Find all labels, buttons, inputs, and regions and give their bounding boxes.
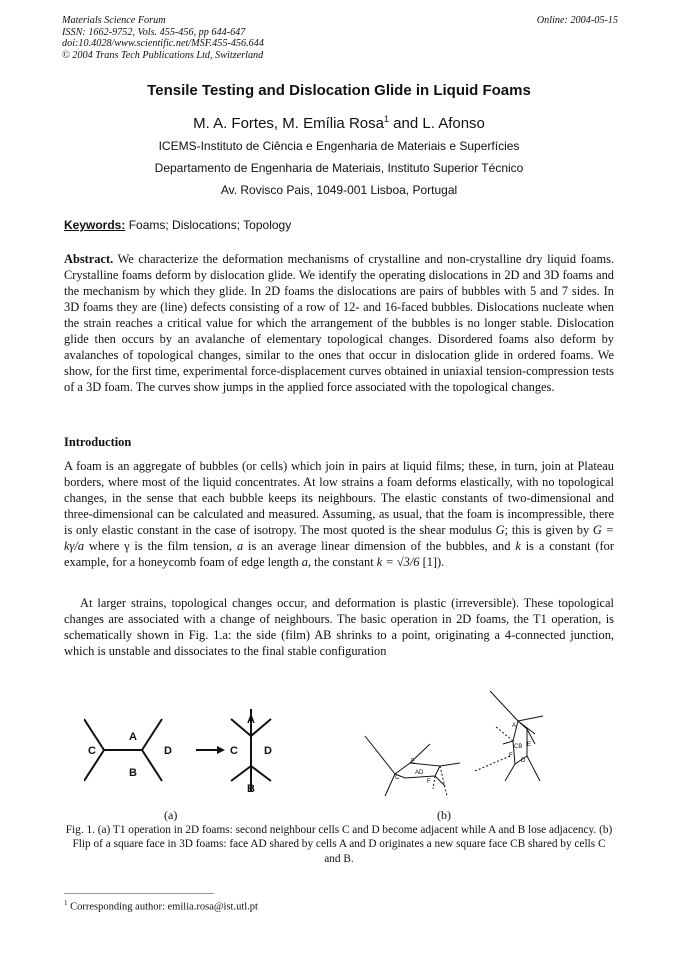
abstract-paragraph <box>64 251 614 395</box>
figure-b-face-flip-diagram <box>355 686 555 806</box>
keywords <box>64 218 291 232</box>
cell-label: F <box>509 753 513 759</box>
cell-label: B <box>129 767 137 779</box>
intro-text: where γ is the film tension, <box>84 539 237 553</box>
cell-label: A <box>512 723 517 729</box>
cell-label: CB <box>514 744 523 750</box>
edge <box>231 766 251 781</box>
cell-label: A <box>247 714 255 726</box>
keywords-text: Foams; Dislocations; Topology <box>125 218 292 232</box>
math-var: k <box>515 539 521 553</box>
figure-caption: Fig. 1. (a) T1 operation in 2D foams: second neighbour cells C and D become adjacent while A and B lose adjacency. (b) Flip of a square face in 3D foams: face AD shared by cells A and D originates a new square face CB shared by cells C and B. <box>65 824 613 865</box>
cell-label: E <box>411 759 416 765</box>
affiliation-3: Av. Rovisco Pais, 1049-001 Lisboa, Portugal <box>220 183 458 197</box>
intro-text: [1]). <box>419 555 445 569</box>
cell-label: A <box>129 731 137 743</box>
cell-label: D <box>164 745 172 757</box>
keywords-label: Keywords: <box>64 218 126 232</box>
edge <box>142 719 162 750</box>
affiliation-2: Departamento de Engenharia de Materiais, Instituto Superior Técnico <box>154 161 524 175</box>
cell-label: D <box>264 745 272 757</box>
affiliation-1: ICEMS-Instituto de Ciência e Engenharia de Materiais e Superfícies <box>158 139 520 153</box>
intro-text: A foam is an aggregate of bubbles (or cells) which join in pairs at liquid films; these, in turn, join at Plateau borders, where most of the liquid concentrates. At low strains a foam deforms elastically, with no topological changes, in the sense that each bubble keeps its neighbours. The elastic constants of two-dimensional and three-dimensional can be calculated and measured. Assuming, as usual, that the foam is incompressible, there is only elastic constant in the case of isotropy. The most quoted is the shear modulus <box>64 459 614 537</box>
cell-label: B <box>247 783 255 795</box>
doi-line: doi:10.4028/www.scientific.net/MSF.455-456.644 <box>62 38 264 50</box>
section-heading-introduction: Introduction <box>64 435 132 449</box>
figure-a-t1-diagram <box>84 709 284 801</box>
intro-text: ; this is given by <box>504 523 593 537</box>
online-date: Online: 2004-05-15 <box>536 15 618 26</box>
footnote <box>64 899 258 913</box>
intro-text: is an average linear dimension of the bubbles, and <box>243 539 516 553</box>
math-var: G <box>495 523 505 537</box>
abstract-label: Abstract. <box>64 252 114 266</box>
author-footnote-mark: 1 <box>383 114 389 124</box>
paper-title: Tensile Testing and Dislocation Glide in Liquid Foams <box>147 82 531 99</box>
intro-paragraph-1 <box>64 458 614 570</box>
equation-constant-k: k = √3/6 <box>376 555 420 569</box>
math-var: a <box>301 555 308 569</box>
cell-label: C <box>395 775 400 781</box>
cell-label: C <box>230 745 238 757</box>
journal-name: Materials Science Forum <box>62 15 166 26</box>
page-header <box>62 15 618 61</box>
copyright-line: © 2004 Trans Tech Publications Ltd, Switzerland <box>62 49 264 61</box>
equation-shear-modulus: G = kγ/a <box>64 523 614 553</box>
edge <box>142 750 162 781</box>
arrow-head <box>217 746 225 754</box>
intro-paragraph-2: At larger strains, topological changes occur, and deformation is plastic (irreversible). These topological changes are associated with a change of neighbours. The basic operation in 2D foams, the T1 operation, is schematically shown in Fig. 1.a: the side (film) AB shrinks to a point, originating a 4-connected junction, which is unstable and dissociates to the final stable configuration <box>64 596 614 658</box>
abstract-text: We characterize the deformation mechanisms of crystalline and non-crystalline dry liquid foams. Crystalline foams deform by dislocation glide. We identify the operating dislocations in 2D and 3D foams and the mechanism by which they glide. In 2D foams the dislocations are pairs of bubbles with 5 and 7 sides. In 3D foams they are (line) defects consisting of a row of 12- and 16-faced bubbles. Dislocations nucleate when the strain reaches a critical value for which the arrangement of the bubbles is no longer stable. Dislocation glide then occurs by an avalanche of elementary topological changes. Disordered foams also deform by avalanches of topological changes, similar to the ones that occur in dislocation glide in ordered foams. We show, for the first time, experimental force-displacement curves obtained in uniaxial tension-compression tests of a 3D foam. The curves show jumps in the applied force associated with the topological changes. <box>64 252 614 394</box>
edge <box>251 766 271 781</box>
issn-line: ISSN: 1662-9752, Vols. 455-456, pp 644-647 <box>62 26 246 38</box>
math-var: a <box>236 539 244 553</box>
footnote-rule <box>64 893 214 894</box>
cell-label: C <box>88 745 96 757</box>
cell-label: AD <box>415 770 424 776</box>
footnote-mark: 1 <box>64 899 68 907</box>
figure-sublabel-b: (b) <box>437 808 451 822</box>
intro-text: , the constant <box>307 555 377 569</box>
cell-label: F <box>427 779 431 785</box>
cell-label: D <box>521 758 526 764</box>
authors-part2: and L. Afonso <box>388 115 485 132</box>
author-list <box>0 114 678 132</box>
intro-text: is a constant (for example, for a honeycomb foam of edge length <box>64 539 614 569</box>
figure-sublabel-a: (a) <box>164 808 178 822</box>
authors-part1: M. A. Fortes, M. Emília Rosa <box>193 115 384 132</box>
footnote-text: Corresponding author: emilia.rosa@ist.utl.pt <box>67 901 258 913</box>
cell-label: E <box>527 742 532 748</box>
